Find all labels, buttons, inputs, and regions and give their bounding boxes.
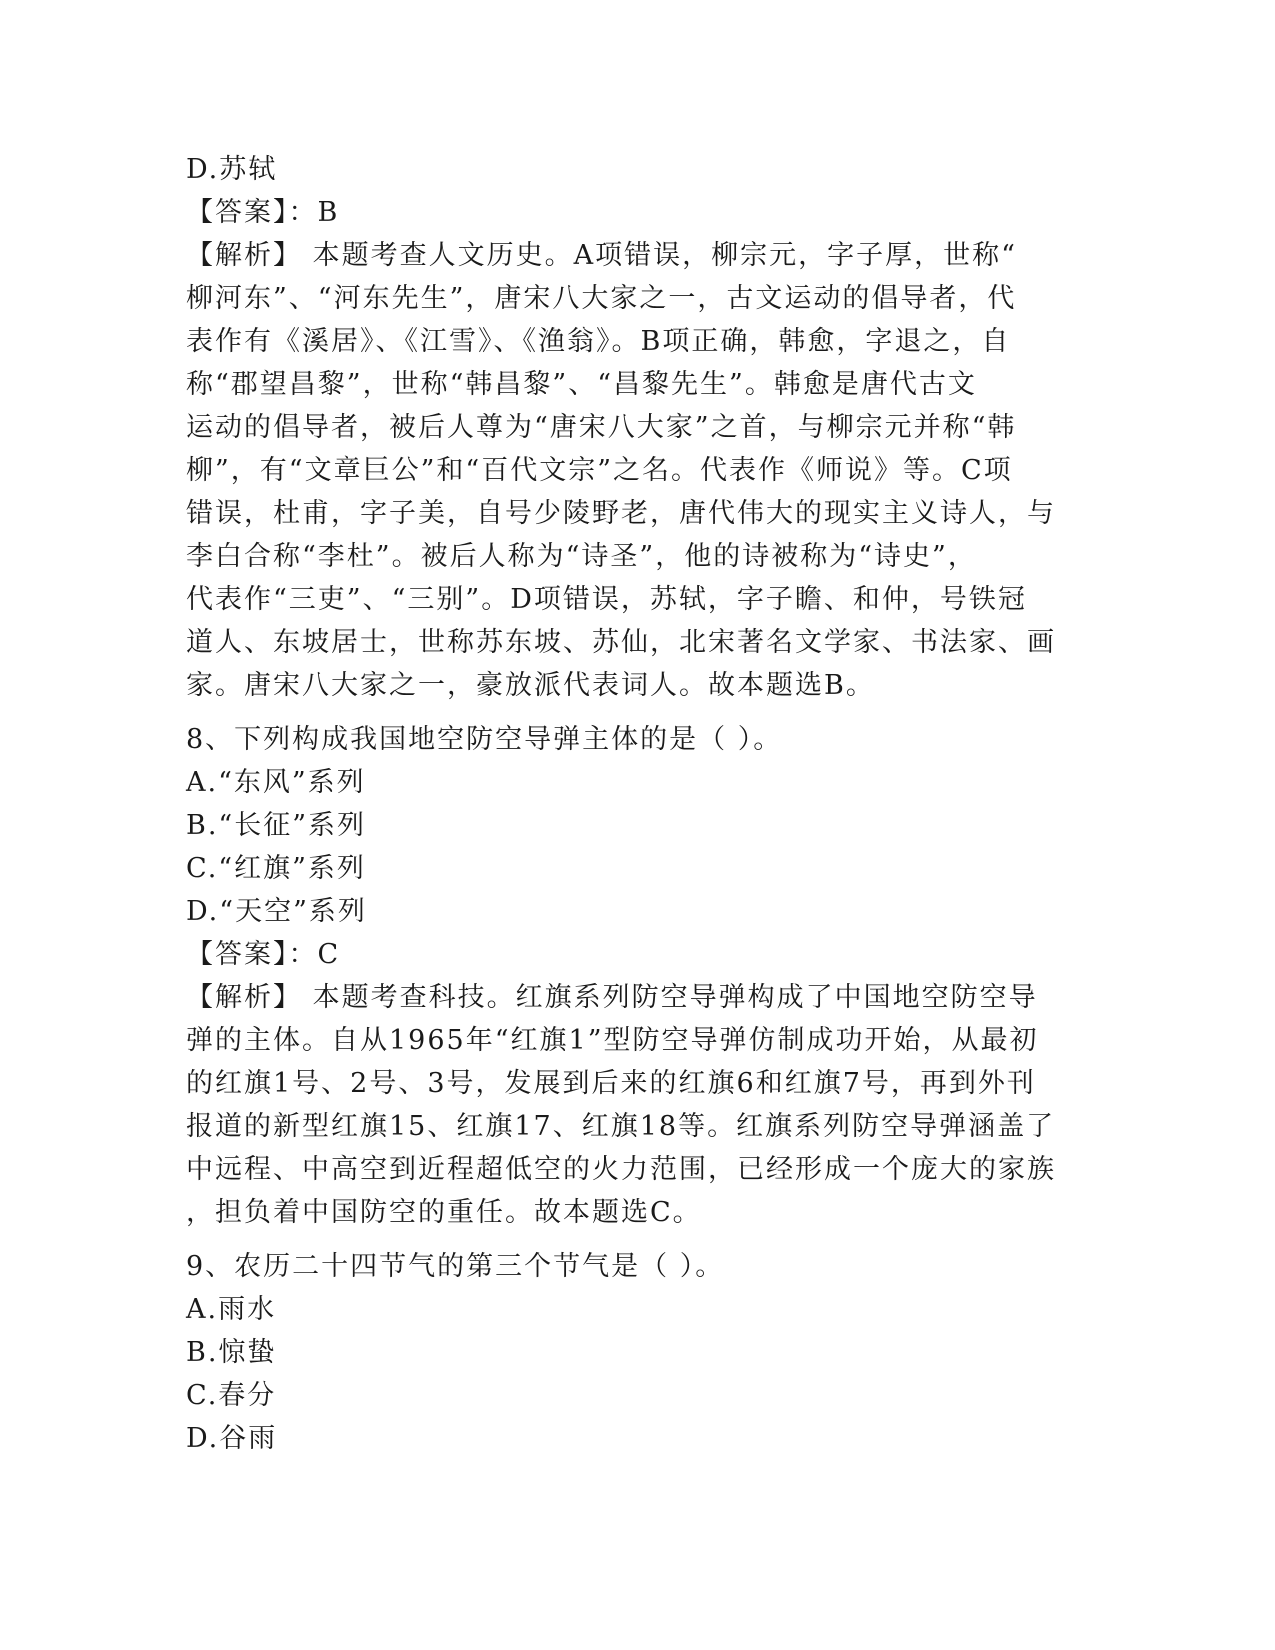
- explanation-line: 道人、东坡居士，世称苏东坡、苏仙，北宋著名文学家、书法家、画: [186, 627, 1056, 658]
- question-8: [186, 718, 1086, 1234]
- explanation-line: 家。唐宋八大家之一，豪放派代表词人。故本题选B。: [186, 670, 875, 701]
- explanation-line: 【解析】 本题考查人文历史。A项错误，柳宗元，字子厚，世称“: [186, 240, 1017, 271]
- document-page: [186, 148, 1086, 1471]
- option-d: D.谷雨: [186, 1423, 278, 1454]
- explanation-line: 弹的主体。自从1965年“红旗1”型防空导弹仿制成功开始，从最初: [186, 1025, 1039, 1056]
- explanation-line: 表作有《溪居》、《江雪》、《渔翁》。B项正确，韩愈，字退之，自: [186, 326, 1011, 357]
- answer-line: 【答案】：C: [186, 939, 341, 970]
- explanation-line: 称“郡望昌黎”，世称“韩昌黎”、“昌黎先生”。韩愈是唐代古文: [186, 369, 977, 400]
- explanation-line: 柳”，有“文章巨公”和“百代文宗”之名。代表作《师说》等。C项: [186, 455, 1013, 486]
- question-9: [186, 1245, 1086, 1460]
- question-stem: 9、农历二十四节气的第三个节气是（ ）。: [186, 1251, 725, 1282]
- explanation-line: 错误，杜甫，字子美，自号少陵野老，唐代伟大的现实主义诗人，与: [186, 498, 1056, 529]
- option-c: C.“红旗”系列: [186, 853, 366, 884]
- explanation-line: 代表作“三吏”、“三别”。D项错误，苏轼，字子瞻、和仲，号铁冠: [186, 584, 1027, 615]
- option-b: B.“长征”系列: [186, 810, 367, 841]
- explanation-line: ，担负着中国防空的重任。故本题选C。: [186, 1197, 702, 1228]
- question-7-tail: [186, 148, 1086, 707]
- option-d: D.“天空”系列: [186, 896, 367, 927]
- option-c: C.春分: [186, 1380, 277, 1411]
- explanation-line: 中远程、中高空到近程超低空的火力范围，已经形成一个庞大的家族: [186, 1154, 1056, 1185]
- explanation-line: 【解析】 本题考查科技。红旗系列防空导弹构成了中国地空防空导: [186, 982, 1038, 1013]
- answer-line: 【答案】：B: [186, 197, 340, 228]
- option-b: B.惊蛰: [186, 1337, 277, 1368]
- option-a: A.雨水: [186, 1294, 277, 1325]
- option-a: A.“东风”系列: [186, 767, 366, 798]
- explanation-line: 报道的新型红旗15、红旗17、红旗18等。红旗系列防空导弹涵盖了: [186, 1111, 1056, 1142]
- explanation-line: 柳河东”、“河东先生”，唐宋八大家之一，古文运动的倡导者，代: [186, 283, 1017, 314]
- explanation: [186, 234, 1086, 707]
- explanation-line: 李白合称“李杜”。被后人称为“诗圣”，他的诗被称为“诗史”，: [186, 541, 977, 572]
- explanation-line: 运动的倡导者，被后人尊为“唐宋八大家”之首，与柳宗元并称“韩: [186, 412, 1017, 443]
- option-d: D.苏轼: [186, 154, 278, 185]
- question-stem: 8、下列构成我国地空防空导弹主体的是（ ）。: [186, 724, 783, 755]
- explanation: [186, 976, 1086, 1234]
- explanation-line: 的红旗1号、2号、3号，发展到后来的红旗6和红旗7号，再到外刊: [186, 1068, 1036, 1099]
